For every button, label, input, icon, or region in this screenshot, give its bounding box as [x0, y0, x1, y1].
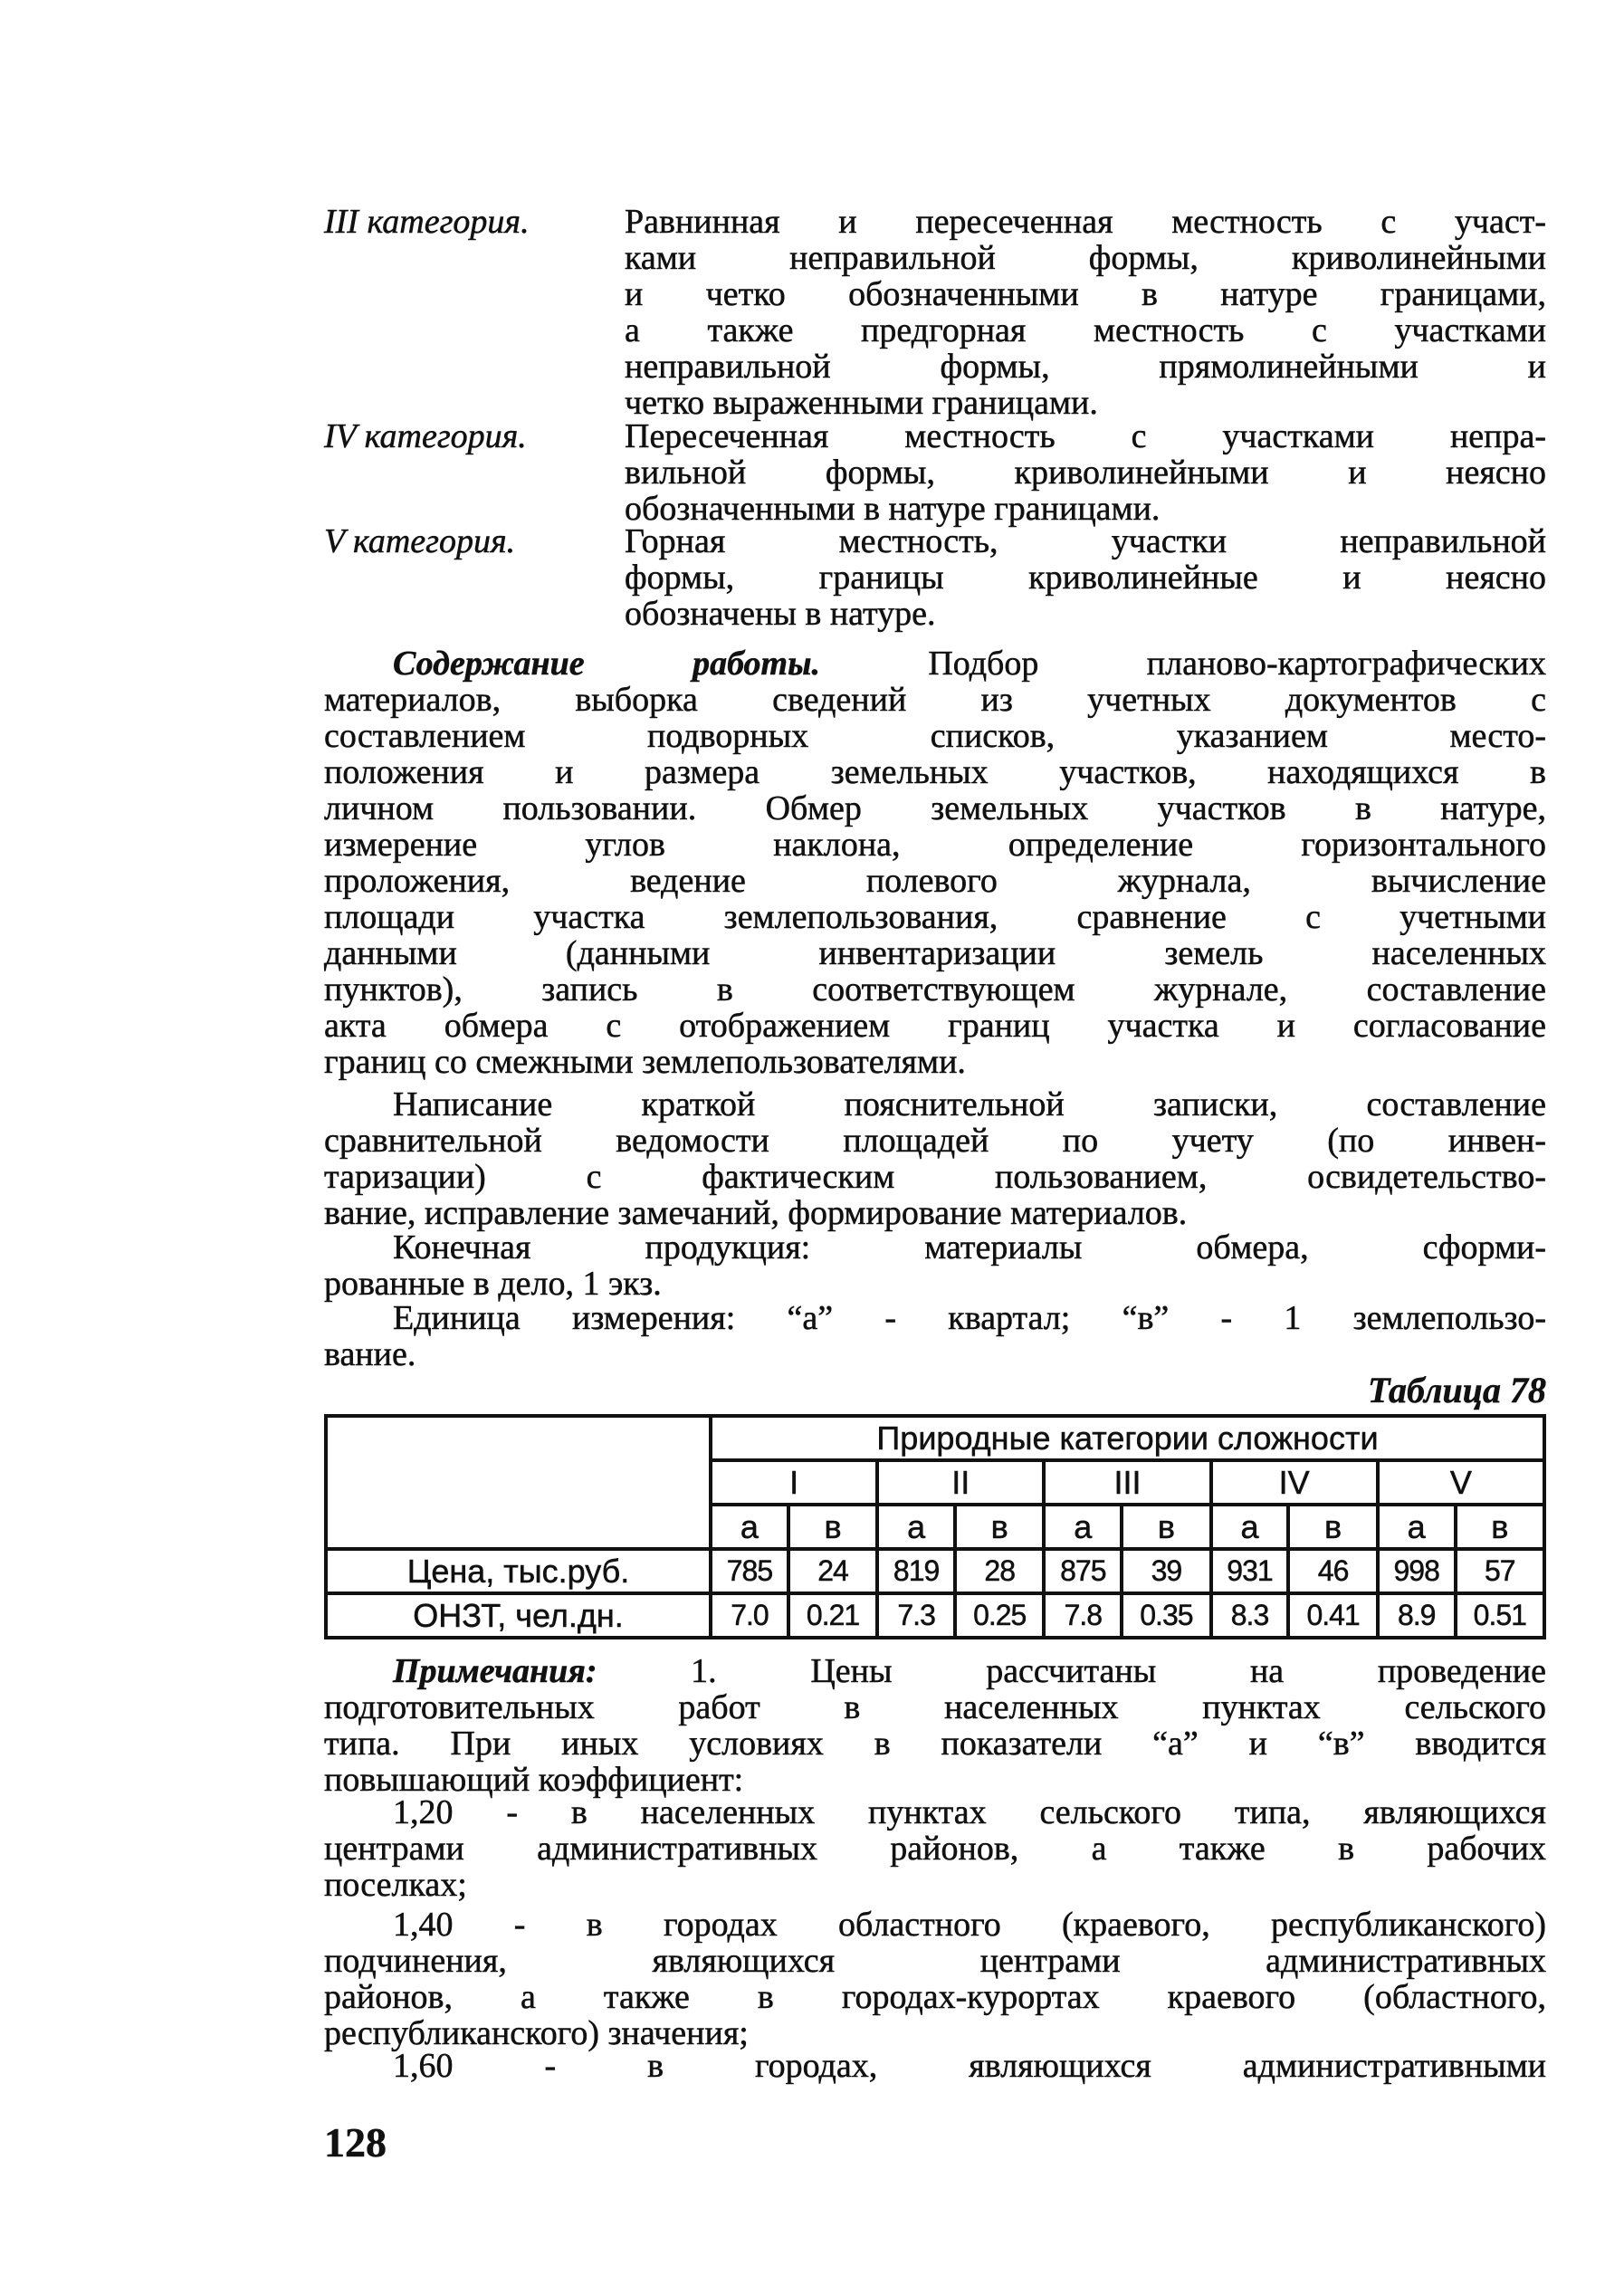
- line-text: обозначенными в натуре границами.: [625, 490, 1161, 528]
- line-text: 1,40 - в городах областного (краевого, республиканского): [393, 1906, 1546, 1944]
- line-text: республиканского) значения;: [324, 2014, 749, 2052]
- line-text: повышающий коэффициент:: [324, 1761, 744, 1799]
- text-line: [625, 240, 1546, 276]
- subheader-cell: а: [711, 1505, 788, 1549]
- note-paragraph: [324, 1907, 1546, 2051]
- value-cell: 0.41: [1288, 1593, 1377, 1638]
- value-cell: 39: [1122, 1549, 1210, 1593]
- paragraph: [324, 1086, 1546, 1231]
- value-cell: 819: [877, 1549, 955, 1593]
- text-line: [324, 899, 1546, 935]
- subheader-cell: в: [955, 1505, 1044, 1549]
- text-line: [324, 1831, 1546, 1867]
- header-row: [326, 1416, 1544, 1460]
- text-line: [324, 790, 1546, 827]
- text-line: [324, 1123, 1546, 1159]
- value-cell: 7.3: [877, 1593, 955, 1638]
- line-text: Написание краткой пояснительной записки, составление: [393, 1085, 1546, 1123]
- text-line: [625, 491, 1546, 527]
- text-line: [625, 204, 1546, 240]
- text-line: [324, 1979, 1546, 2015]
- group-header: Природные категории сложности: [711, 1416, 1544, 1460]
- category-label: IV категория.: [324, 417, 527, 455]
- value-cell: 875: [1044, 1549, 1122, 1593]
- text-line: [324, 1044, 1546, 1080]
- paragraph: [324, 645, 1546, 1080]
- line-text: подчинения, являющихся центрами административных: [324, 1942, 1546, 1980]
- paragraph: [324, 1229, 1546, 1302]
- text-line: [324, 2015, 1546, 2051]
- text-line: [324, 682, 1546, 718]
- paragraph: [324, 1300, 1546, 1372]
- table-caption: Таблица 78: [1368, 1370, 1546, 1410]
- line-text: Конечная продукция: материалы обмера, сформи-: [393, 1228, 1546, 1267]
- category-header: III: [1044, 1460, 1210, 1505]
- text-line: [324, 1689, 1546, 1725]
- value-cell: 57: [1456, 1549, 1544, 1593]
- line-text: пунктов), запись в соответствующем журнале, составление: [324, 970, 1546, 1008]
- text-line: [324, 1762, 1546, 1798]
- line-text: а также предгорная местность с участками: [625, 311, 1546, 349]
- category-header: IV: [1211, 1460, 1378, 1505]
- text-line: [324, 1195, 1546, 1231]
- line-text: площади участка землепользования, сравнение с учетными: [324, 898, 1546, 936]
- text-line: [625, 418, 1546, 454]
- line-text: центрами административных районов, а также в рабочих: [324, 1830, 1546, 1868]
- text-line: [625, 276, 1546, 312]
- subheader-cell: а: [877, 1505, 955, 1549]
- text-line: [324, 1725, 1546, 1762]
- value-cell: 7.0: [711, 1593, 788, 1638]
- line-text: материалов, выборка сведений из учетных документов с: [324, 681, 1546, 719]
- line-text: обозначены в натуре.: [625, 595, 936, 633]
- category-description: [625, 204, 1546, 421]
- line-text: вильной формы, криволинейными и неясно: [625, 454, 1546, 492]
- line-text: поселках;: [324, 1866, 467, 1904]
- subheader-cell: а: [1378, 1505, 1456, 1549]
- line-text: вание.: [324, 1335, 416, 1373]
- text-line: [324, 827, 1546, 863]
- line-text: 1,20 - в населенных пунктах сельского типа, являющихся: [393, 1793, 1546, 1831]
- line-text: рованные в дело, 1 экз.: [324, 1265, 662, 1303]
- category-header: II: [877, 1460, 1044, 1505]
- text-line: [324, 1943, 1546, 1979]
- line-text: таризации) с фактическим пользованием, освидетельство-: [324, 1158, 1546, 1196]
- line-text: Подбор планово-картографических: [819, 645, 1546, 683]
- text-line: [324, 935, 1546, 971]
- line-text: неправильной формы, прямолинейными и: [625, 348, 1546, 386]
- line-text: границ со смежными землепользователями.: [324, 1043, 966, 1081]
- note-paragraph: [324, 2048, 1546, 2084]
- table-row: [326, 1593, 1544, 1638]
- line-text: проложения, ведение полевого журнала, вычисление: [324, 862, 1546, 900]
- category-label: III категория.: [324, 203, 530, 241]
- category-description: [625, 523, 1546, 632]
- line-text: типа. При иных условиях в показатели “а” и “в” вводится: [324, 1725, 1546, 1763]
- page-number: 128: [324, 2119, 387, 2165]
- paragraph-lead: Содержание работы.: [393, 645, 820, 683]
- text-line: [625, 312, 1546, 349]
- row-label: Цена, тыс.руб.: [326, 1549, 711, 1593]
- line-text: личном пользовании. Обмер земельных участков в натуре,: [324, 789, 1546, 827]
- text-line: [625, 349, 1546, 385]
- line-text: ками неправильной формы, криволинейными: [625, 239, 1546, 277]
- line-text: формы, границы криволинейные и неясно: [625, 559, 1546, 597]
- subheader-cell: в: [1288, 1505, 1377, 1549]
- line-text: четко выраженными границами.: [625, 384, 1098, 422]
- value-cell: 931: [1211, 1549, 1289, 1593]
- text-line: [324, 1266, 1546, 1302]
- text-line: [324, 863, 1546, 899]
- text-line: [324, 1086, 1546, 1123]
- text-line: [324, 971, 1546, 1008]
- text-line: [625, 454, 1546, 491]
- value-cell: 7.8: [1044, 1593, 1122, 1638]
- text-line: [324, 1653, 1546, 1689]
- text-line: [324, 1867, 1546, 1903]
- subheader-cell: в: [788, 1505, 877, 1549]
- value-cell: 28: [955, 1549, 1044, 1593]
- text-line: [324, 1336, 1546, 1372]
- line-text: вание, исправление замечаний, формирование материалов.: [324, 1194, 1188, 1232]
- line-text: районов, а также в городах-курортах краевого (областного,: [324, 1978, 1546, 2016]
- line-text: измерение углов наклона, определение горизонтального: [324, 826, 1546, 864]
- line-text: акта обмера с отображением границ участка и согласование: [324, 1007, 1546, 1045]
- value-cell: 0.51: [1456, 1593, 1544, 1638]
- empty-corner-cell: [326, 1416, 711, 1549]
- category-description: [625, 418, 1546, 527]
- value-cell: 785: [711, 1549, 788, 1593]
- category-header: V: [1378, 1460, 1544, 1505]
- value-cell: 24: [788, 1549, 877, 1593]
- text-line: [324, 2048, 1546, 2084]
- value-cell: 46: [1288, 1549, 1377, 1593]
- text-line: [324, 1229, 1546, 1266]
- text-line: [324, 645, 1546, 682]
- line-text: и четко обозначенными в натуре границами,: [625, 275, 1546, 313]
- text-line: [324, 1008, 1546, 1044]
- value-cell: 0.21: [788, 1593, 877, 1638]
- line-text: Горная местность, участки неправильной: [625, 522, 1546, 560]
- text-line: [324, 718, 1546, 754]
- note-paragraph: [324, 1653, 1546, 1798]
- category-header: I: [711, 1460, 877, 1505]
- line-text: Пересеченная местность с участками непра-: [625, 417, 1546, 455]
- text-line: [625, 596, 1546, 632]
- line-text: подготовительных работ в населенных пунктах сельского: [324, 1688, 1546, 1726]
- value-cell: 998: [1378, 1549, 1456, 1593]
- paragraph-lead: Примечания:: [393, 1652, 597, 1690]
- text-line: [625, 559, 1546, 596]
- line-text: Единица измерения: “а” - квартал; “в” - 1 землепользо-: [393, 1299, 1546, 1337]
- subheader-cell: а: [1044, 1505, 1122, 1549]
- text-line: [324, 1907, 1546, 1943]
- line-text: 1,60 - в городах, являющихся административными: [393, 2047, 1546, 2085]
- line-text: положения и размера земельных участков, находящихся в: [324, 753, 1546, 791]
- text-line: [625, 523, 1546, 559]
- subheader-cell: в: [1122, 1505, 1210, 1549]
- line-text: Равнинная и пересеченная местность с участ-: [625, 203, 1546, 241]
- value-cell: 8.3: [1211, 1593, 1289, 1638]
- text-line: [324, 1300, 1546, 1336]
- price-table: [324, 1414, 1546, 1639]
- text-line: [324, 1794, 1546, 1831]
- line-text: данными (данными инвентаризации земель населенных: [324, 934, 1546, 972]
- value-cell: 0.25: [955, 1593, 1044, 1638]
- value-cell: 0.35: [1122, 1593, 1210, 1638]
- line-text: составлением подворных списков, указанием место-: [324, 717, 1546, 755]
- note-paragraph: [324, 1794, 1546, 1903]
- line-text: 1. Цены рассчитаны на проведение: [597, 1652, 1546, 1690]
- table-row: [326, 1549, 1544, 1593]
- subheader-cell: в: [1456, 1505, 1544, 1549]
- text-line: [324, 754, 1546, 790]
- row-label: ОНЗТ, чел.дн.: [326, 1593, 711, 1638]
- text-line: [324, 1159, 1546, 1195]
- text-line: [625, 385, 1546, 421]
- subheader-cell: а: [1211, 1505, 1289, 1549]
- category-label: V категория.: [324, 522, 516, 560]
- line-text: сравнительной ведомости площадей по учету (по инвен-: [324, 1122, 1546, 1160]
- value-cell: 8.9: [1378, 1593, 1456, 1638]
